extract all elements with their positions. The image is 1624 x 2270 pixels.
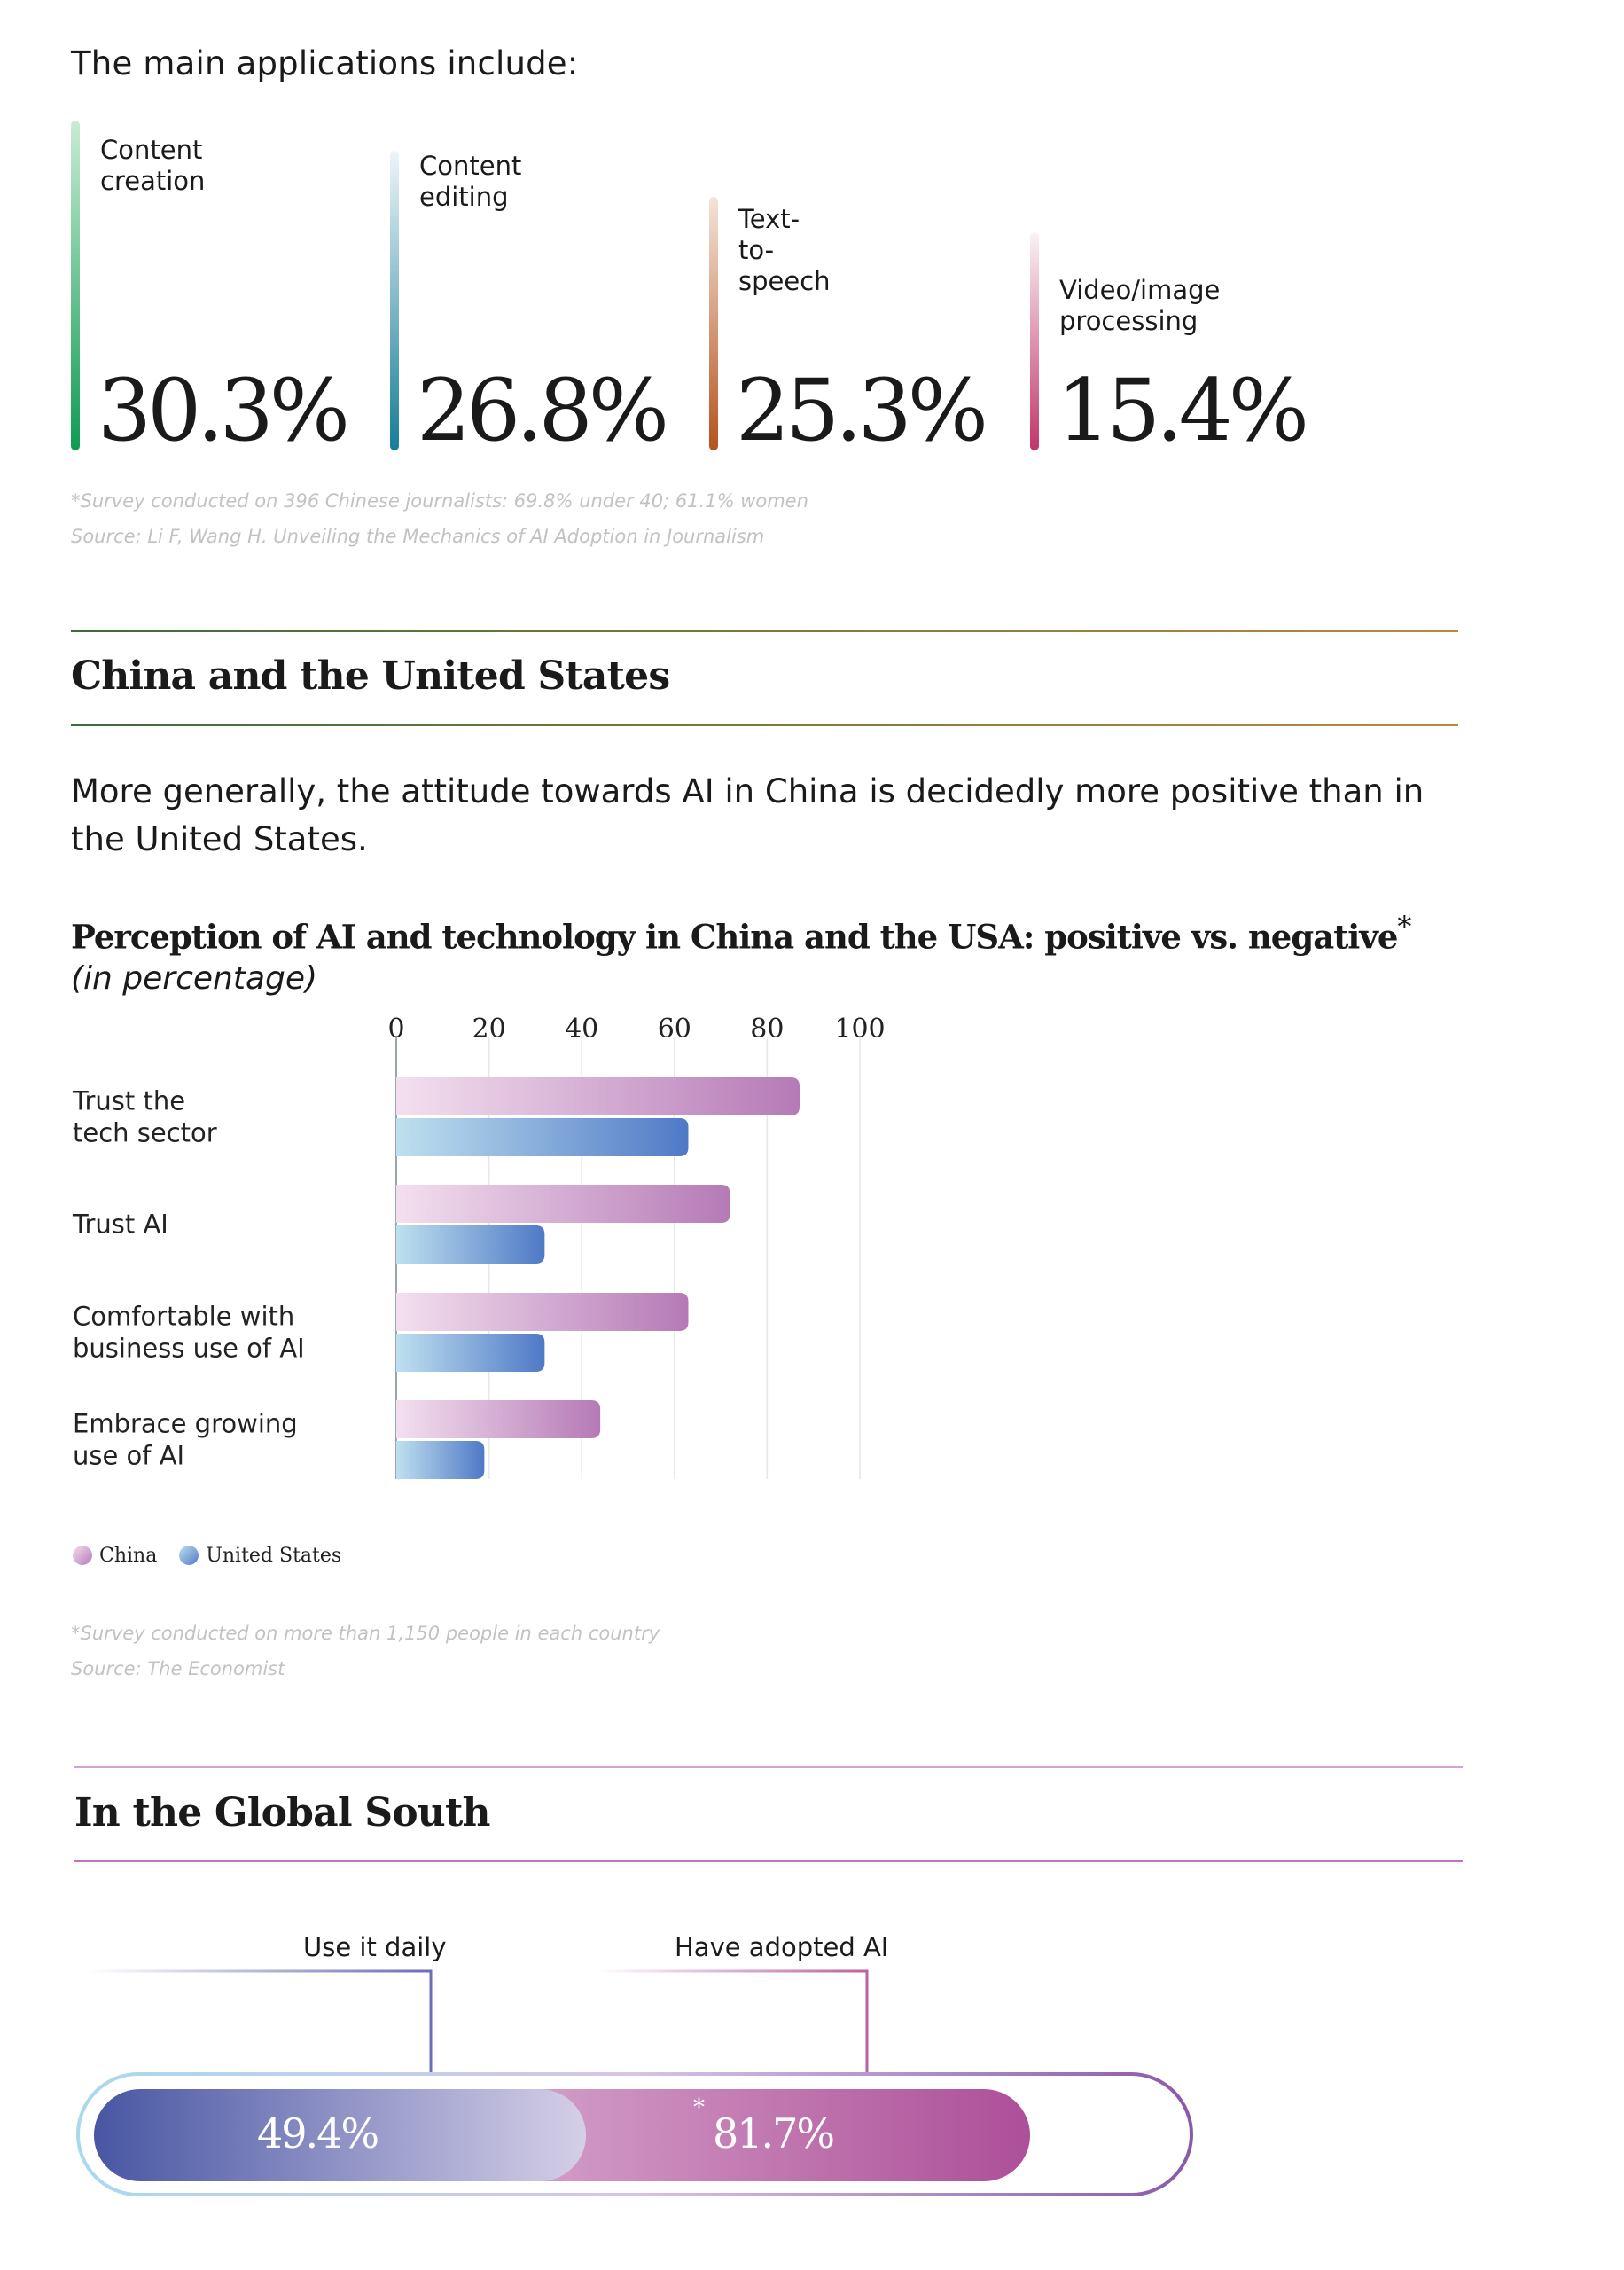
- use-daily-leader-line: [89, 1971, 431, 2075]
- legend-label-us: United States: [206, 1545, 342, 1567]
- x-tick-label: 100: [834, 1014, 886, 1045]
- category-label: Trust AI: [73, 1209, 168, 1240]
- use-daily-label: Use it daily: [303, 1932, 447, 1962]
- chart-source-note: Source: The Economist: [71, 1658, 285, 1679]
- section-divider-bottom: [71, 724, 1458, 726]
- section-lead-text: More generally, the attitude towards AI in China is decidedly more positive than in the United States.: [71, 772, 1425, 858]
- chart-legend: [73, 1545, 341, 1567]
- section-divider-top: [71, 630, 1458, 632]
- apps-survey-note: *Survey conducted on 396 Chinese journalists: 69.8% under 40; 61.1% women: [71, 490, 808, 512]
- section-heading-china-us: China and the United States: [71, 654, 670, 699]
- x-tick-label: 60: [657, 1014, 691, 1045]
- x-tick-label: 80: [750, 1014, 785, 1045]
- x-tick-label: 40: [565, 1014, 599, 1045]
- intro-text: The main applications include:: [71, 44, 579, 82]
- legend-swatch-china: [73, 1546, 92, 1565]
- application-bar: [1030, 232, 1039, 450]
- bar-united-states: [396, 1334, 544, 1372]
- application-percent: 25.3%: [736, 361, 984, 460]
- x-tick-label: 0: [387, 1014, 405, 1045]
- adopted-label: Have adopted AI: [675, 1932, 889, 1962]
- application-percent: 26.8%: [417, 361, 665, 460]
- chart-survey-note: *Survey conducted on more than 1,150 people in each country: [71, 1623, 660, 1644]
- legend-item-us: [179, 1545, 341, 1567]
- bar-china: [396, 1077, 800, 1115]
- chart-subtitle: (in percentage): [71, 960, 318, 997]
- legend-label-china: China: [99, 1545, 158, 1567]
- category-label: Comfortable with business use of AI: [73, 1301, 305, 1364]
- global-south-gauge: [0, 1969, 1241, 2235]
- chart-title-mark: *: [1397, 910, 1411, 943]
- chart-title: [71, 910, 1410, 956]
- application-bar: [709, 197, 718, 450]
- legend-swatch-us: [179, 1546, 199, 1565]
- global-south-divider-bottom: [74, 1860, 1463, 1862]
- category-label: Embrace growing use of AI: [73, 1408, 298, 1471]
- application-label: Video/image processing: [1059, 275, 1221, 336]
- application-percent: 30.3%: [98, 361, 346, 460]
- application-label: Text-to-speech: [738, 204, 831, 296]
- adopted-value: 81.7%: [713, 2110, 834, 2157]
- x-tick-label: 20: [472, 1014, 506, 1045]
- chart-title-text: Perception of AI and technology in China and the USA: positive vs. negative: [71, 917, 1398, 957]
- apps-source-note: Source: Li F, Wang H. Unveiling the Mechanics of AI Adoption in Journalism: [71, 526, 765, 547]
- bar-united-states: [396, 1225, 544, 1264]
- application-bar: [390, 151, 399, 450]
- bar-chart: [0, 1011, 1624, 1507]
- section-heading-global-south: In the Global South: [74, 1790, 490, 1836]
- use-daily-value: 49.4%: [257, 2110, 379, 2157]
- bar-china: [396, 1293, 688, 1331]
- application-label: Content editing: [419, 151, 522, 212]
- legend-item-china: [73, 1545, 157, 1567]
- adopted-mark: *: [693, 2094, 703, 2121]
- global-south-divider-top: [74, 1766, 1463, 1768]
- application-percent: 15.4%: [1057, 361, 1305, 460]
- application-bar: [71, 121, 80, 450]
- bar-united-states: [396, 1441, 484, 1479]
- category-label: Trust the tech sector: [73, 1085, 217, 1148]
- application-label: Content creation: [100, 135, 206, 196]
- bar-china: [396, 1400, 600, 1438]
- adopted-leader-line: [596, 1971, 867, 2075]
- bar-china: [396, 1185, 730, 1223]
- bar-united-states: [396, 1118, 688, 1156]
